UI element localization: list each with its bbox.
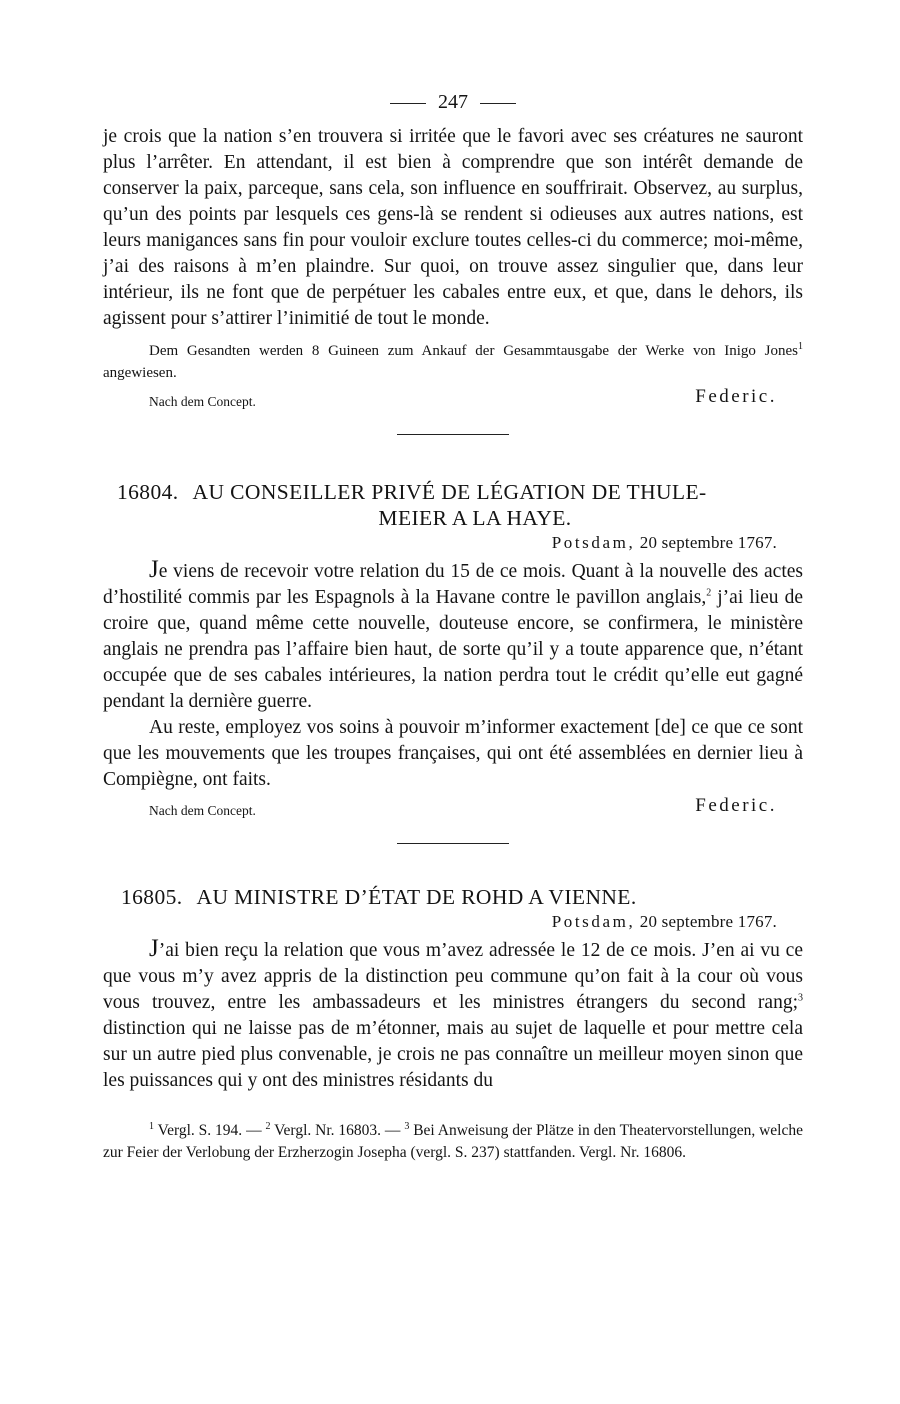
letter-heading-16805 xyxy=(103,884,803,910)
dateline-16805 xyxy=(103,912,777,932)
dateline-place: Potsdam, xyxy=(551,533,636,552)
footnote-ref-3: 3 xyxy=(798,992,803,1004)
dateline-date: 20 septembre 1767. xyxy=(639,533,777,552)
letter-heading-16804 xyxy=(103,479,803,531)
footnote-ref-2: 2 xyxy=(706,587,712,599)
letter-number: 16805. xyxy=(121,885,183,909)
heading-line-1: AU CONSEILLER PRIVÉ DE LÉGATION DE THULE- xyxy=(192,480,707,504)
prev-letter-note: Dem Gesandten werden 8 Guineen zum Ankauf der Gesammtausgabe der Werke von Inigo Jones$^1$ angewiesen. xyxy=(103,341,803,381)
initial-letter: J xyxy=(149,935,159,962)
initial-letter: J xyxy=(149,556,159,583)
footnote-mark-1: 1 xyxy=(149,1120,154,1132)
prev-letter-text: je crois que la nation s’en trouvera si irritée que le favori avec ses créatures ne sauront plus l’arrêter. En attendant, il est bien à comprendre que son intérêt demande de conserver la paix, parceque, sans cela, son influence en souffrirait. Observez, au surplus, qu’un des points par lesquels ces gens-là se rendent si odieuses aux autres nations, est leurs manigances sans fin pour vouloir exclure toutes celles-ci du commerce; moi-même, j’ai des raisons à m’en plaindre. Sur quoi, on trouve assez singulier que, dans leur intérieur, ils ne font que de perpétuer les cabales entre eux, et que, dans le dehors, ils agissent pour s’attirer l’inimitié de tout le monde. xyxy=(103,126,803,329)
letter-16804-paragraph-1: Je viens de recevoir votre relation du 15 de ce mois. Quant à la nouvelle des actes d’hostilité commis par les Espagnols à la Havane contre le pavillon anglais,$^2$ j’ai lieu de croire que, quand même cette nouvelle, douteuse encore, se confirmera, le ministère anglais ne prendra pas l’affaire bien haut, de sorte qu’il y a toute apparence que, n’étant occupée que de ses cabales intérieures, la nation perdra tout le crédit qu’elle eut gagné pendant la dernière guerre. xyxy=(103,556,803,712)
footnote-mark-3: 3 xyxy=(404,1120,410,1132)
page-header xyxy=(103,84,803,124)
footnote-mark-2: 2 xyxy=(265,1120,271,1132)
heading-text: AU MINISTRE D’ÉTAT DE ROHD A VIENNE. xyxy=(196,885,637,909)
signature: Federic. xyxy=(695,386,777,407)
dateline-place: Potsdam, xyxy=(551,912,636,931)
footnote-ref-1: 1 xyxy=(798,341,803,352)
header-dash-left xyxy=(390,103,426,104)
heading-line-2: MEIER A LA HAYE. xyxy=(378,506,572,530)
letter-16804-footer xyxy=(103,795,803,823)
signature: Federic. xyxy=(695,795,777,816)
footnotes: $^1$ Vergl. S. 194. — $^2$ Vergl. Nr. 16803. — $^3$ Bei Anweisung der Plätze in den Theatervorstellungen, welche zur Feier der Verlobung der Erzherzogin Josepha (vergl. S. 237) stattfanden. Vergl. Nr. 16806. xyxy=(103,1120,803,1161)
source-label: Nach dem Concept. xyxy=(149,803,256,818)
prev-letter-footer xyxy=(103,386,803,414)
letter-16804-paragraph-2: Au reste, employez vos soins à pouvoir m’informer exactement [de] ce que ce sont que les mouvements que les troupes françaises, qui ont été assemblées en dernier lieu à Compiègne, ont faits. xyxy=(103,717,803,790)
header-dash-right xyxy=(480,103,516,104)
dateline-16804 xyxy=(103,533,777,553)
letter-number: 16804. xyxy=(117,480,179,504)
book-page xyxy=(103,84,803,1164)
page-number: 247 xyxy=(438,91,468,113)
source-label: Nach dem Concept. xyxy=(149,394,256,409)
letter-16805-paragraph-1: J’ai bien reçu la relation que vous m’avez adressée le 12 de ce mois. J’en ai vu ce que vous m’y avez appris de la distinction peu commune qu’on fait à la cour où vous vous trouvez, entre les ambassadeurs et les ministres étrangers du second rang;$^3$ distinction qui ne laisse pas de m’étonner, mais au sujet de laquelle et pour mettre cela sur un autre pied plus convenable, je crois ne pas connaître un meilleur moyen sinon que les puissances qui y ont des ministres résidants du xyxy=(103,935,803,1091)
dateline-date: 20 septembre 1767. xyxy=(639,912,777,931)
